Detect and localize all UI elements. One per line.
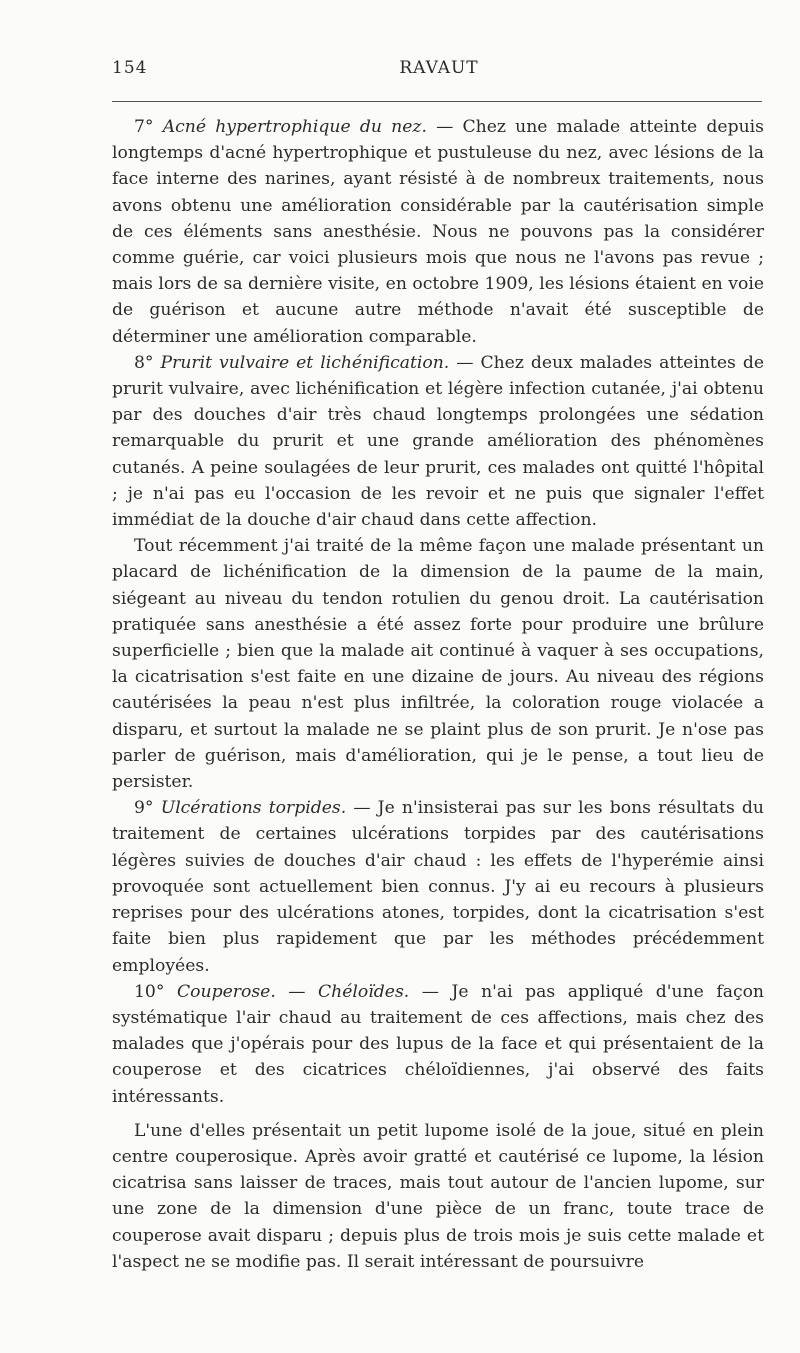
paragraph-8-continued [112, 533, 764, 795]
running-head: RAVAUT [399, 58, 479, 78]
paragraph-title: Couperose. — Chéloïdes. [177, 981, 410, 1002]
paragraph-number: 7° [134, 117, 154, 137]
paragraph-number: 9° [134, 798, 154, 819]
body-text [112, 114, 764, 1275]
header-rule [112, 101, 762, 102]
paragraph-number: 8° [134, 352, 154, 373]
paragraph-10 [112, 979, 764, 1110]
paragraph-text: — Chez deux malades atteintes de prurit vulvaire, avec lichénification et légère infection cutanée, j'ai obtenu par des douches d'air très chaud longtemps prolongées une sédation remarquable du prurit et une grande amélioration des phénomènes cutanés. A peine soulagées de leur prurit, ces malades ont quitté l'hôpital ; je n'ai pas eu l'occasion de les revoir et ne puis que signaler l'effet immédiat de la douche d'air chaud dans cette affection. [112, 352, 764, 531]
paragraph-text: — Je n'ai pas appliqué d'une façon systématique l'air chaud au traitement de ces affections, mais chez des malades que j'opérais pour des lupus de la face et qui présentaient de la couperose et des cicatrices chéloïdiennes, j'ai observé des faits intéressants. [112, 981, 765, 1107]
page-header [112, 58, 766, 88]
paragraph-10-continued [112, 1118, 764, 1275]
paragraph-8 [112, 350, 764, 533]
paragraph-title: Ulcérations torpides. [160, 798, 347, 819]
paragraph-7 [112, 114, 764, 350]
paragraph-title: Prurit vulvaire et lichénification. [160, 352, 450, 373]
paragraph-9 [112, 795, 764, 978]
paragraph-text: Tout récemment j'ai traité de la même façon une malade présentant un placard de lichénification de la dimension de la paume de la main, siégeant au niveau du tendon rotulien du genou droit. La cautérisation pratiquée sans anesthésie a été assez forte pour produire une brûlure superficielle ; bien que la malade ait continué à vaquer à ses occupations, la cicatrisation s'est faite en une dizaine de jours. Au niveau des régions cautérisées la peau n'est plus infiltrée, la coloration rouge violacée a disparu, et surtout la malade ne se plaint plus de son prurit. Je n'ose pas parler de guérison, mais d'amélioration, qui je le pense, a tout lieu de persister. [112, 536, 764, 793]
paragraph-title: Acné hypertrophique du nez. [162, 117, 427, 137]
paragraph-text: — Je n'insisterai pas sur les bons résultats du traitement de certaines ulcérations torpides par des cautérisations légères suivies de douches d'air chaud : les effets de l'hyperémie ainsi provoquée sont actuellement bien connus. J'y ai eu recours à plusieurs reprises pour des ulcérations atones, torpides, dont la cicatrisation s'est faite bien plus rapidement que par les méthodes précédemment employées. [112, 798, 764, 976]
paragraph-text: — Chez une malade atteinte depuis longtemps d'acné hypertrophique et pustuleuse du nez, avec lésions de la face interne des narines, ayant résisté à de nombreux traitements, nous avons obtenu une amélioration considérable par la cautérisation simple de ces éléments sans anesthésie. Nous ne pouvons pas la considérer comme guérie, car voici plusieurs mois que nous ne l'avons pas revue ; mais lors de sa dernière visite, en octobre 1909, les lésions étaient en voie de guérison et aucune autre méthode n'avait été susceptible de déterminer une amélioration comparable. [112, 117, 764, 347]
paragraph-text: L'une d'elles présentait un petit lupome isolé de la joue, situé en plein centre couperosique. Après avoir gratté et cautérisé ce lupome, la lésion cicatrisa sans laisser de traces, mais tout autour de l'ancien lupome, sur une zone de la dimension d'une pièce de un franc, toute trace de couperose avait disparu ; depuis plus de trois mois je suis cette malade et l'aspect ne se modifie pas. Il serait intéressant de poursuivre [112, 1120, 764, 1272]
paragraph-number: 10° [134, 981, 165, 1002]
page-number: 154 [112, 58, 148, 78]
